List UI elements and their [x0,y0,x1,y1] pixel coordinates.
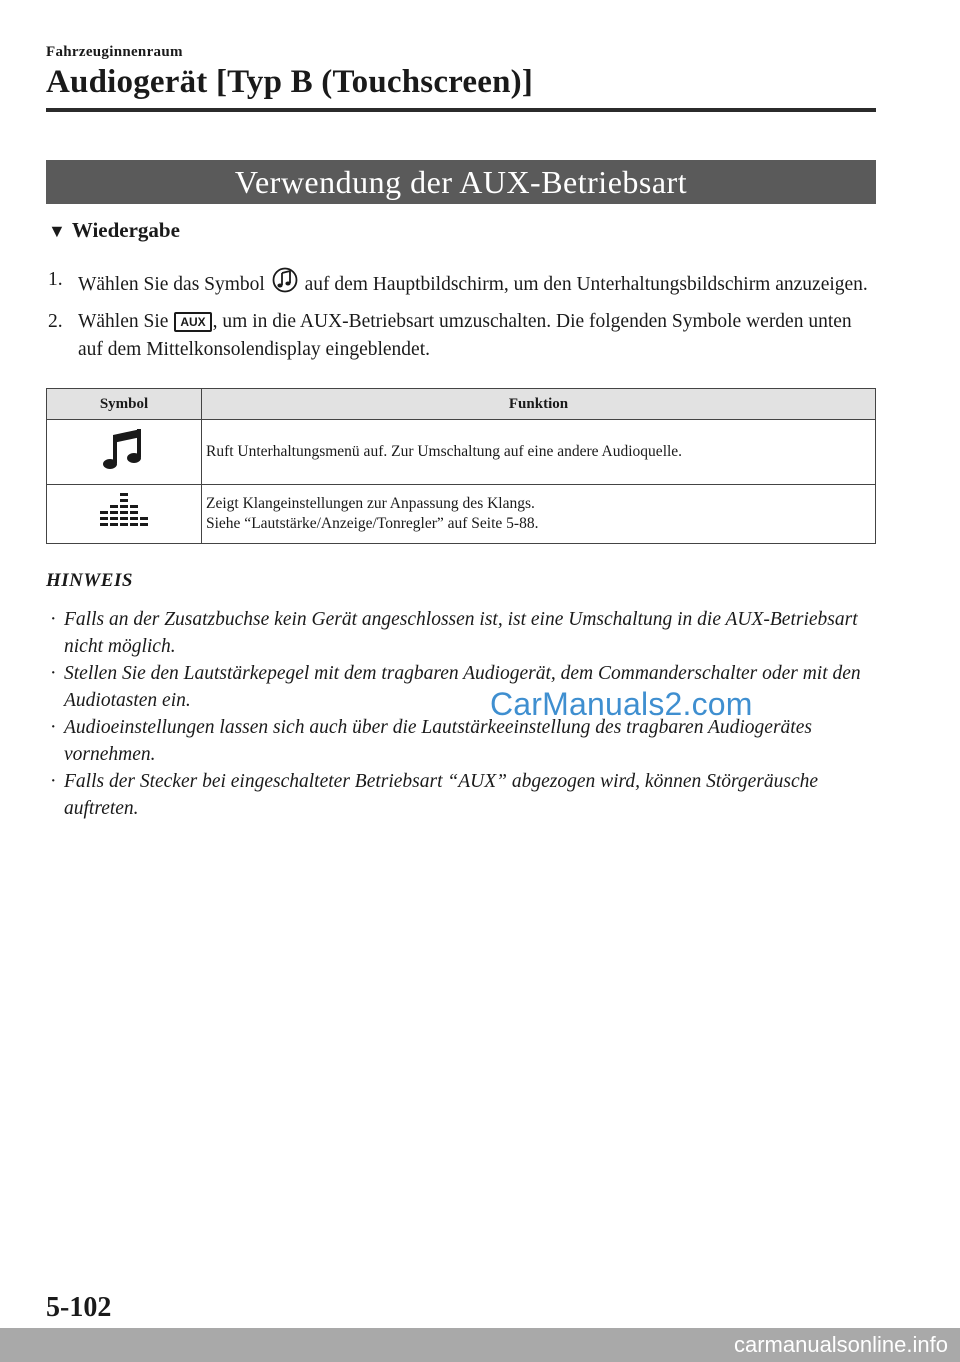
subheading-text: Wiedergabe [71,218,180,242]
note-item [48,768,878,822]
step-text: Wählen Sie [78,311,174,332]
function-cell [202,420,876,485]
note-text: Audioeinstellungen lassen sich auch über die Lautstärkeeinstellung des tragbaren Audiogerätes vornehmen. [64,717,812,765]
section-title: Audiogerät [Typ B (Touchscreen)] [46,64,534,100]
step-item [48,308,878,364]
step-text: auf dem Hauptbildschirm, um den Unterhaltungsbildschirm anzuzeigen. [299,274,868,295]
step-number: 1. [48,269,63,290]
step-list [48,266,878,367]
note-text: Falls der Stecker bei eingeschalteter Betriebsart “AUX” abgezogen wird, können Störgeräusche auftreten. [64,771,819,819]
chapter-label: Fahrzeuginnenraum [46,44,183,60]
note-text: Stellen Sie den Lautstärkepegel mit dem tragbaren Audiogerät, dem Commanderschalter oder mit den Audiotasten ein. [64,663,861,711]
note-item [48,660,878,714]
step-number: 2. [48,311,63,332]
column-header-symbol: Symbol [47,389,202,420]
topic-banner: Verwendung der AUX-Betriebsart [46,160,876,204]
symbol-cell [47,420,202,485]
note-item [48,714,878,768]
function-cell [202,485,876,544]
note-list [48,606,878,822]
step-text: Wählen Sie das Symbol [78,274,270,295]
music-note-icon [99,462,149,479]
watermark: CarManuals2.com [490,686,753,722]
bullet-icon: · [50,717,57,738]
page-number: 5-102 [46,1292,112,1323]
column-header-function: Funktion [202,389,876,420]
step-item [48,266,878,305]
symbol-cell [47,485,202,544]
table-row [47,485,876,544]
footer-bar [0,1328,960,1362]
function-text: Siehe “Lautstärke/Anzeige/Tonregler” auf Seite 5-88. [206,515,539,532]
note-item [48,606,878,660]
subheading [48,218,180,243]
function-text: Ruft Unterhaltungsmenü auf. Zur Umschaltung auf eine andere Audioquelle. [206,443,683,460]
triangle-marker-icon: ▼ [48,221,66,241]
function-text: Zeigt Klangeinstellungen zur Anpassung des Klangs. [206,495,535,512]
header-rule [46,108,876,112]
bullet-icon: · [50,771,57,792]
music-note-icon [272,266,298,305]
table-header-row [47,389,876,420]
note-heading: HINWEIS [46,570,133,591]
bullet-icon: · [50,609,57,630]
footer-link[interactable]: carmanualsonline.info [733,1332,948,1357]
bullet-icon: · [50,663,57,684]
step-text: , um in die AUX-Betriebsart umzuschalten. Die folgenden Symbole werden unten auf dem Mittelkonsolendisplay eingeblendet. [78,311,852,360]
equalizer-icon [96,520,152,537]
note-text: Falls an der Zusatzbuchse kein Gerät angeschlossen ist, ist eine Umschaltung in die AUX-Betriebsart nicht möglich. [64,609,858,657]
table-row [47,420,876,485]
aux-icon: AUX [174,312,211,332]
symbol-function-table [46,388,876,544]
